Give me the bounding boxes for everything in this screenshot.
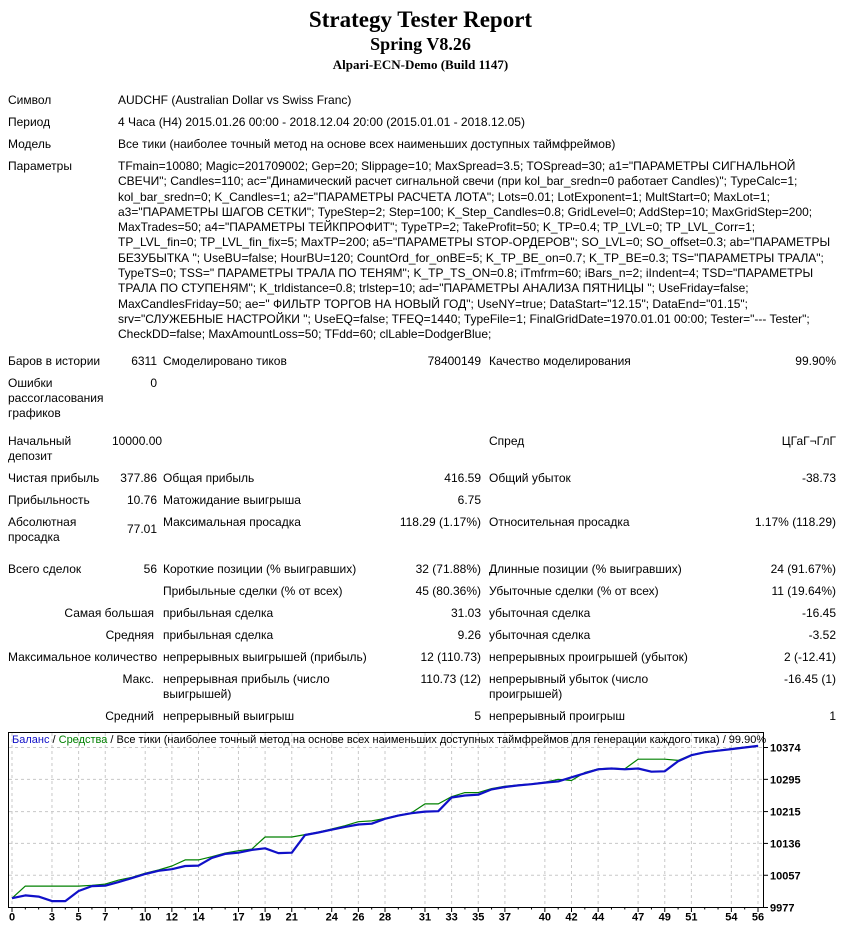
ticks-label: Смоделировано тиков	[163, 353, 287, 368]
report-header	[0, 0, 841, 73]
svg-text:12: 12	[165, 911, 178, 922]
svg-text:35: 35	[472, 911, 485, 922]
average-profit-label: прибыльная сделка	[163, 627, 274, 642]
largest-label: Самая большая	[64, 605, 154, 620]
average-loss-label: убыточная сделка	[489, 627, 591, 642]
report-title: Strategy Tester Report	[308, 7, 533, 32]
errors-value: 0	[150, 375, 157, 390]
period-value: 4 Часа (H4) 2015.01.26 00:00 - 2018.12.04 20:00 (2015.01.01 - 2018.12.05)	[118, 115, 525, 129]
svg-text:24: 24	[325, 911, 338, 922]
server-build: Alpari-ECN-Demo (Build 1147)	[332, 57, 509, 72]
svg-text:54: 54	[725, 911, 738, 922]
row-symbol	[8, 89, 836, 111]
rel-drawdown-label: Относительная просадка	[489, 514, 630, 529]
total-trades-value: 56	[143, 561, 157, 576]
model-label: Модель	[8, 137, 52, 151]
balance-chart-svg	[0, 732, 841, 922]
svg-text:56: 56	[751, 911, 765, 922]
spread-value: ЦГаГ¬ГлГ	[781, 433, 836, 448]
svg-text:3: 3	[48, 911, 56, 922]
max-cons-loss-value: -16.45 (1)	[783, 671, 836, 686]
row-drawdown	[8, 511, 836, 548]
row-bars	[8, 350, 836, 372]
errors-label: Ошибки рассогласования графиков	[8, 375, 104, 420]
legend-balance: Баланс	[12, 733, 50, 746]
symbol-value: AUDCHF (Australian Dollar vs Swiss Franc)	[118, 93, 352, 107]
svg-text:17: 17	[232, 911, 245, 922]
quality-label: Качество моделирования	[489, 353, 631, 368]
svg-text:0: 0	[8, 911, 16, 922]
row-max-consecutive	[8, 646, 836, 668]
row-average	[8, 624, 836, 646]
average-loss-value: -3.52	[808, 627, 836, 642]
svg-text:37: 37	[498, 911, 512, 922]
svg-text:9977: 9977	[770, 902, 795, 915]
max-label: Макс.	[122, 671, 154, 686]
net-profit-label: Чистая прибыль	[8, 470, 100, 485]
svg-text:31: 31	[418, 911, 432, 922]
row-parameters	[8, 155, 836, 346]
rel-drawdown-value: 1.17% (118.29)	[754, 514, 836, 529]
loss-trades-label: Убыточные сделки (% от всех)	[489, 583, 659, 598]
expert-name: Spring V8.26	[370, 34, 471, 54]
max-drawdown-label: Максимальная просадка	[163, 514, 301, 529]
avg-consecutive-wins-value: 5	[474, 708, 481, 723]
parameters-label: Параметры	[8, 159, 72, 173]
gross-loss-label: Общий убыток	[489, 470, 571, 485]
svg-text:7: 7	[102, 911, 109, 922]
svg-text:26: 26	[352, 911, 365, 922]
profit-trades-value: 45 (80.36%)	[415, 583, 481, 598]
chart-legend	[12, 734, 766, 746]
report-table	[8, 89, 836, 727]
svg-text:33: 33	[445, 911, 458, 922]
deposit-label: Начальный депозит	[8, 433, 72, 463]
largest-loss-value: -16.45	[801, 605, 836, 620]
svg-text:10: 10	[139, 911, 152, 922]
bars-value: 6311	[131, 353, 157, 368]
loss-trades-value: 11 (19.64%)	[771, 583, 836, 598]
max-cons-profit-value: 110.73 (12)	[420, 671, 481, 686]
row-profit-trades	[8, 580, 836, 602]
average-label: Средняя	[105, 627, 154, 642]
profit-trades-label: Прибыльные сделки (% от всех)	[163, 583, 343, 598]
svg-text:47: 47	[631, 911, 645, 922]
expected-payoff-label: Матожидание выигрыша	[163, 492, 301, 507]
legend-separator: /	[49, 733, 59, 746]
svg-text:10057: 10057	[770, 869, 801, 882]
svg-text:5: 5	[75, 911, 82, 922]
svg-text:42: 42	[565, 911, 578, 922]
legend-model-text: / Все тики (наиболее точный метод на основе всех наименьших доступных таймфреймов для генерации каждого тика) / 99.90%	[107, 733, 767, 746]
avg-label: Средний	[105, 708, 154, 723]
profit-factor-value: 10.76	[126, 492, 157, 507]
quality-value: 99.90%	[795, 353, 836, 368]
row-mismatch-errors	[8, 372, 836, 424]
short-positions-value: 32 (71.88%)	[415, 561, 481, 576]
max-consecutive-label: Максимальное количество	[8, 649, 158, 664]
ticks-value: 78400149	[427, 353, 481, 368]
avg-consecutive-losses-value: 1	[829, 708, 836, 723]
abs-drawdown-label: Абсолютная просадка	[8, 514, 77, 544]
net-profit-value: 377.86	[120, 470, 157, 485]
row-profit-factor	[8, 489, 836, 511]
gross-profit-value: 416.59	[444, 470, 481, 485]
spread-label: Спред	[489, 433, 525, 448]
period-label: Период	[8, 115, 51, 129]
svg-text:19: 19	[258, 911, 272, 922]
legend-equity: Средства	[58, 733, 108, 746]
abs-drawdown-value: 77.01	[126, 522, 157, 537]
row-period	[8, 111, 836, 133]
avg-consecutive-losses-label: непрерывный проигрыш	[489, 708, 625, 723]
model-value: Все тики (наиболее точный метод на основе всех наименьших доступных таймфреймов)	[118, 137, 616, 151]
row-model	[8, 133, 836, 155]
largest-profit-label: прибыльная сделка	[163, 605, 274, 620]
largest-profit-value: 31.03	[450, 605, 481, 620]
svg-text:10136: 10136	[770, 837, 801, 850]
svg-text:10215: 10215	[770, 806, 801, 819]
long-positions-label: Длинные позиции (% выигравших)	[489, 561, 682, 576]
profit-factor-label: Прибыльность	[8, 492, 90, 507]
max-consecutive-wins-label: непрерывных выигрышей (прибыль)	[163, 649, 367, 664]
svg-text:14: 14	[192, 911, 205, 922]
row-net-profit	[8, 467, 836, 489]
row-max-profit	[8, 668, 836, 705]
balance-chart	[0, 732, 841, 922]
avg-consecutive-wins-label: непрерывный выигрыш	[163, 708, 295, 723]
max-consecutive-wins-value: 12 (110.73)	[420, 649, 481, 664]
svg-text:10295: 10295	[770, 773, 801, 786]
bars-label: Баров в истории	[8, 353, 101, 368]
row-avg-consecutive	[8, 705, 836, 727]
gross-loss-value: -38.73	[801, 470, 836, 485]
average-profit-value: 9.26	[457, 627, 481, 642]
svg-text:40: 40	[538, 911, 551, 922]
max-consecutive-losses-value: 2 (-12.41)	[783, 649, 836, 664]
svg-text:10374: 10374	[770, 742, 801, 755]
total-trades-label: Всего сделок	[8, 561, 82, 576]
max-cons-loss-label: непрерывный убыток (число проигрышей)	[489, 671, 649, 701]
short-positions-label: Короткие позиции (% выигравших)	[163, 561, 357, 576]
gross-profit-label: Общая прибыль	[163, 470, 255, 485]
max-consecutive-losses-label: непрерывных проигрышей (убыток)	[489, 649, 688, 664]
svg-text:49: 49	[658, 911, 671, 922]
row-total-trades	[8, 558, 836, 580]
row-largest	[8, 602, 836, 624]
svg-text:28: 28	[378, 911, 392, 922]
deposit-value: 10000.00	[112, 433, 163, 448]
max-cons-profit-label: непрерывная прибыль (число выигрышей)	[163, 671, 330, 701]
row-deposit	[8, 430, 836, 467]
parameters-value: TFmain=10080; Magic=201709002; Gep=20; Slippage=10; MaxSpread=3.5; TOSpread=30; a1="ПАРАМЕТРЫ СИГНАЛЬНОЙ СВЕЧИ"; Candles=110; ac="Динамический расчет сигнальной свечи (при kol_bar_sredn=0 работает Candles)"; TypeCalc=1; kol_bar_sredn=0; K_Candles=1; a2="ПАРАМЕТРЫ РАСЧЕТА ЛОТА"; Lots=0.01; LotExponent=1; MultStart=0; MaxLot=1; a3="ПАРАМЕТРЫ ШАГОВ СЕТКИ"; TypeStep=2; Step=100; K_Step_Candles=0.8; GridLevel=0; AddStep=10; MaxGridStep=200; MaxTrades=50; a4="ПАРАМЕТРЫ ТЕЙКПРОФИТ"; TypeTP=2; TakeProfit=50; K_TP=0.4; TP_LVL=0; TP_LVL_Corr=1; TP_LVL_fin=0; TP_LVL_fin_fix=5; MaxTP=200; a5="ПАРАМЕТРЫ STOP-ОРДЕРОВ"; SO_LVL=0; SO_offset=0.3; ab="ПАРАМЕТРЫ БЕЗУБЫТКА "; UseBU=false; HourBU=120; CountOrd_for_onBE=5; K_TP_BE_on=0.7; K_TP_BE=0.3; TS="ПАРАМЕТРЫ ТРАЛА"; TypeTS=0; TSS=" ПАРАМЕТРЫ ТРАЛА ПО ТЕНЯМ"; K_TP_TS_ON=0.8; iTmfrm=60; iBars_n=2; iIndent=4; TSD="ПАРАМЕТРЫ ТРАЛА ПО СТУПЕНЯМ"; K_trldistance=0.8; trlstep=10; ad="ПАРАМЕТРЫ АНАЛИЗА ПЯТНИЦЫ "; UseFriday=false; MaxCandlesFriday=50; ae=" ФИЛЬТР ТОРГОВ НА НОВЫЙ ГОД"; UseNY=true; DataStart="12.15"; DataEnd="01.15"; srv="СЛУЖЕБНЫЕ НАСТРОЙКИ "; UseEQ=false; TFEQ=1440; TypeFile=1; FinalGridDate=1970.01.01 00:00; Tester="--- Tester"; CheckDD=false; MaxAmountLoss=50; TFdd=60; clLable=DodgerBlue;	[118, 159, 831, 342]
expected-payoff-value: 6.75	[457, 492, 481, 507]
svg-text:21: 21	[285, 911, 298, 922]
largest-loss-label: убыточная сделка	[489, 605, 591, 620]
long-positions-value: 24 (91.67%)	[770, 561, 836, 576]
symbol-label: Символ	[8, 93, 52, 107]
svg-text:51: 51	[685, 911, 698, 922]
max-drawdown-value: 118.29 (1.17%)	[399, 514, 481, 529]
svg-text:44: 44	[592, 911, 605, 922]
